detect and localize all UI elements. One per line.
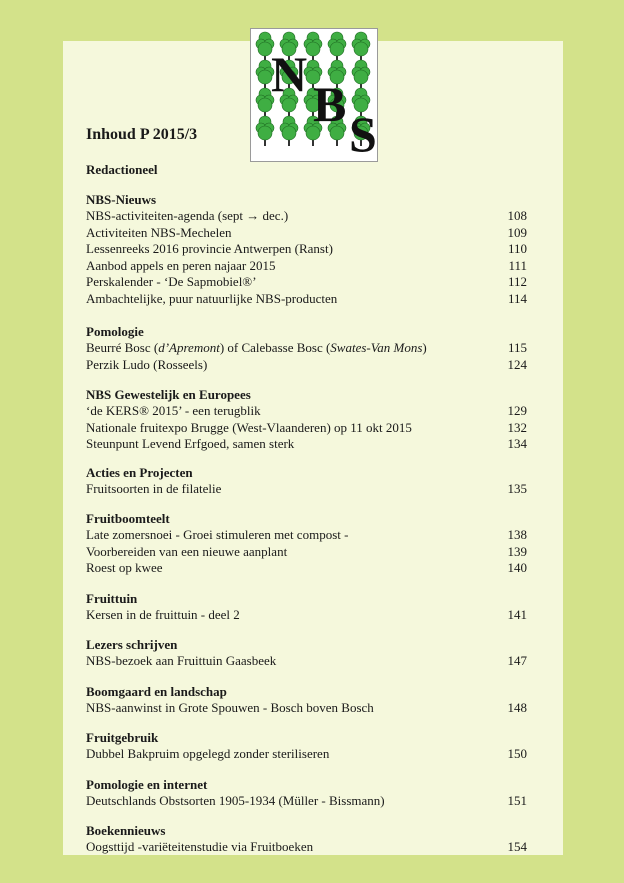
- entry-page: 148: [507, 699, 527, 715]
- section-pomologie-internet: [86, 777, 527, 810]
- tree-icon: [256, 116, 274, 146]
- entry-page: 112: [507, 274, 527, 289]
- section-heading: Acties en Projecten: [86, 464, 193, 480]
- nbs-logo-graphic: [251, 29, 377, 161]
- toc-entry[interactable]: [86, 544, 527, 561]
- toc-entry[interactable]: [86, 607, 527, 624]
- entry-page: 115: [507, 340, 527, 355]
- entry-title-part: ) of Calebasse Bosc (: [219, 340, 331, 355]
- nbs-logo: [250, 28, 378, 162]
- entry-page: 141: [507, 606, 527, 622]
- entry-page: 111: [508, 257, 527, 273]
- toc-entry[interactable]: [86, 700, 527, 717]
- entry-page: 150: [507, 746, 527, 761]
- tree-icon: [280, 116, 298, 146]
- entry-page: 139: [507, 543, 527, 559]
- section-nbs-gewestelijk: [86, 387, 527, 453]
- section-boomgaard-landschap: [86, 684, 527, 717]
- section-fruitgebruik: [86, 730, 527, 763]
- entry-page: 134: [507, 436, 527, 451]
- toc-entry[interactable]: [86, 653, 527, 670]
- toc-title: Inhoud P 2015/3: [86, 126, 198, 143]
- entry-title: NBS-activiteiten-agenda (sept → dec.): [86, 208, 289, 223]
- entry-page: 124: [507, 356, 527, 372]
- toc-entry[interactable]: [86, 291, 527, 308]
- toc-entry[interactable]: [86, 560, 527, 577]
- entry-page: 114: [507, 290, 527, 306]
- toc-entry[interactable]: [86, 241, 527, 258]
- entry-title: Oogsttijd -variëteitenstudie via Fruitboeken: [86, 839, 314, 854]
- toc-entry[interactable]: [86, 420, 527, 437]
- entry-title: ‘de KERS® 2015’ - een terugblik: [86, 403, 261, 418]
- section-heading: Redactioneel: [86, 162, 158, 177]
- entry-title: Late zomersnoei - Groei stimuleren met compost -: [86, 527, 349, 542]
- section-pomologie: [86, 324, 527, 373]
- entry-page: 110: [507, 241, 527, 256]
- entry-title-italic: Swates-Van Mons: [330, 340, 423, 355]
- tree-icon: [352, 60, 370, 90]
- toc-entry[interactable]: [86, 208, 527, 225]
- entry-page: 138: [507, 527, 527, 542]
- toc-entry[interactable]: [86, 839, 527, 856]
- section-heading: Fruittuin: [86, 590, 138, 606]
- section-fruittuin: [86, 591, 527, 624]
- entry-title: [86, 340, 427, 357]
- entry-page: 108: [507, 208, 527, 223]
- entry-page: 132: [507, 419, 527, 435]
- entry-page: 140: [507, 560, 527, 575]
- toc-entry[interactable]: [86, 274, 527, 291]
- toc-entry[interactable]: [86, 481, 527, 498]
- entry-title: Deutschlands Obstsorten 1905-1934 (Müller - Bissmann): [86, 792, 385, 808]
- toc-entry[interactable]: [86, 793, 527, 810]
- section-acties-projecten: [86, 465, 527, 498]
- entry-title-part: ): [422, 340, 427, 355]
- section-heading: Fruitboomteelt: [86, 511, 170, 526]
- entry-title: Kersen in de fruittuin - deel 2: [86, 606, 240, 622]
- toc-entry[interactable]: [86, 340, 527, 357]
- section-heading: NBS Gewestelijk en Europees: [86, 387, 251, 402]
- entry-title-part: Beurré Bosc (: [86, 340, 159, 355]
- entry-page: 109: [507, 224, 527, 240]
- entry-title: Aanbod appels en peren najaar 2015: [86, 257, 276, 273]
- section-heading: Boekennieuws: [86, 823, 166, 838]
- toc-entry[interactable]: [86, 258, 527, 275]
- entry-page: 154: [507, 839, 527, 854]
- toc-entry[interactable]: [86, 746, 527, 763]
- section-heading: Pomologie: [86, 324, 144, 339]
- section-heading: NBS-Nieuws: [86, 192, 157, 207]
- entry-title: NBS-bezoek aan Fruittuin Gaasbeek: [86, 653, 277, 668]
- entry-title: NBS-aanwinst in Grote Spouwen - Bosch boven Bosch: [86, 699, 374, 715]
- entry-title: Fruitsoorten in de filatelie: [86, 480, 222, 496]
- entry-title: Ambachtelijke, puur natuurlijke NBS-producten: [86, 290, 338, 306]
- logo-letter: B: [313, 76, 347, 132]
- section-fruitboomteelt: [86, 511, 527, 577]
- toc-entry[interactable]: [86, 403, 527, 420]
- section-boekennieuws: [86, 823, 527, 856]
- logo-letter: N: [271, 46, 308, 102]
- toc-entry[interactable]: [86, 357, 527, 374]
- table-of-contents: [86, 162, 527, 856]
- entry-page: 129: [507, 403, 527, 418]
- section-heading: Lezers schrijven: [86, 637, 178, 652]
- toc-entry[interactable]: [86, 225, 527, 242]
- section-heading: Fruitgebruik: [86, 730, 159, 745]
- entry-title: Lessenreeks 2016 provincie Antwerpen (Ranst): [86, 241, 333, 256]
- entry-title: Steunpunt Levend Erfgoed, samen sterk: [86, 436, 295, 451]
- section-nbs-nieuws: [86, 192, 527, 307]
- section-lezers-schrijven: [86, 637, 527, 670]
- entry-title: Nationale fruitexpo Brugge (West-Vlaanderen) op 11 okt 2015: [86, 419, 412, 435]
- section-heading: Pomologie en internet: [86, 776, 208, 792]
- tree-icon: [352, 32, 370, 62]
- toc-entry[interactable]: [86, 436, 527, 453]
- logo-letter: S: [349, 106, 377, 161]
- entry-title: Voorbereiden van een nieuwe aanplant: [86, 543, 288, 559]
- toc-entry[interactable]: [86, 527, 527, 544]
- entry-title: Roest op kwee: [86, 560, 163, 575]
- entry-title: Activiteiten NBS-Mechelen: [86, 224, 232, 240]
- section-redactioneel: [86, 162, 527, 178]
- entry-page: 151: [507, 792, 527, 808]
- entry-title-italic: d’Apremont: [158, 340, 220, 355]
- tree-icon: [328, 32, 346, 62]
- entry-page: 147: [507, 653, 527, 668]
- entry-title: Dubbel Bakpruim opgelegd zonder steriliseren: [86, 746, 330, 761]
- entry-page: 135: [507, 480, 527, 496]
- section-heading: Boomgaard en landschap: [86, 683, 227, 699]
- entry-title: Perskalender - ‘De Sapmobiel®’: [86, 274, 257, 289]
- entry-title: Perzik Ludo (Rosseels): [86, 356, 208, 372]
